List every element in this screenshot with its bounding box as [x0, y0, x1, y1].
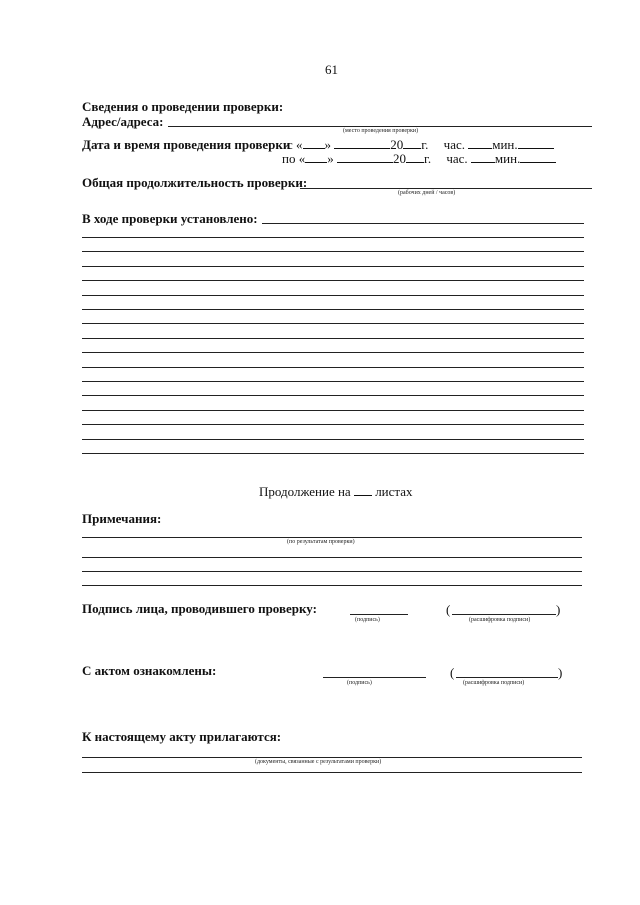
findings-line[interactable] [82, 424, 584, 425]
findings-line[interactable] [82, 410, 584, 411]
to-prefix: по « [282, 151, 306, 166]
acquainted-signature-field[interactable] [323, 677, 426, 678]
attachments-line-2[interactable] [82, 772, 582, 773]
duration-label: Общая продолжительность проверки: [82, 175, 308, 190]
from-hours-label: час. [443, 137, 465, 152]
acquainted-open-paren: ( [450, 665, 455, 680]
findings-line-0[interactable] [262, 223, 584, 224]
findings-line[interactable] [82, 280, 584, 281]
datetime-to-row [282, 151, 556, 167]
from-quote-close: » [324, 137, 332, 152]
notes-caption: (по результатам проверки) [287, 539, 355, 545]
findings-line[interactable] [82, 453, 584, 454]
findings-label: В ходе проверки установлено: [82, 211, 258, 226]
duration-caption: (рабочих дней / часов) [398, 190, 456, 196]
notes-line-4[interactable] [82, 585, 582, 586]
inspector-signature-label: Подпись лица, проводившего проверку: [82, 601, 317, 616]
from-hours-field[interactable] [468, 137, 492, 149]
findings-line[interactable] [82, 237, 584, 238]
acquainted-decoding-field[interactable] [456, 677, 558, 678]
to-hours-field[interactable] [471, 151, 495, 163]
to-hours-label: час. [446, 151, 468, 166]
inspector-decoding-caption: (расшифровка подписи) [469, 617, 531, 623]
continuation-before: Продолжение на [259, 484, 351, 499]
findings-line[interactable] [82, 367, 584, 368]
acquainted-label: С актом ознакомлены: [82, 663, 217, 678]
from-minutes-field[interactable] [518, 137, 554, 149]
findings-line[interactable] [82, 395, 584, 396]
notes-line-2[interactable] [82, 557, 582, 558]
inspector-open-paren: ( [446, 602, 451, 617]
acquainted-signature-caption: (подпись) [347, 680, 372, 686]
to-year-field[interactable] [406, 151, 424, 163]
attachments-label: К настоящему акту прилагаются: [82, 729, 282, 744]
findings-line[interactable] [82, 251, 584, 252]
from-year-field[interactable] [403, 137, 421, 149]
findings-line[interactable] [82, 266, 584, 267]
duration-field-line[interactable] [300, 188, 592, 189]
inspector-signature-field[interactable] [350, 614, 408, 615]
attachments-line-1[interactable] [82, 757, 582, 758]
inspector-close-paren: ) [556, 602, 561, 617]
notes-label: Примечания: [82, 511, 162, 526]
address-field-line[interactable] [168, 126, 592, 127]
from-year-suffix: г. [421, 137, 429, 152]
to-minutes-label: мин. [494, 151, 521, 166]
to-month-field[interactable] [337, 151, 393, 163]
address-caption: (место проведения проверки) [343, 128, 419, 134]
attachments-caption: (документы, связанные с результатами проверки) [255, 759, 382, 765]
to-year-prefix: 20 [392, 151, 406, 166]
findings-line[interactable] [82, 309, 584, 310]
acquainted-decoding-caption: (расшифровка подписи) [463, 680, 525, 686]
from-day-field[interactable] [303, 137, 325, 149]
findings-line[interactable] [82, 323, 584, 324]
continuation-sheets-field[interactable] [354, 484, 372, 496]
inspector-signature-caption: (подпись) [355, 617, 380, 623]
continuation-after: листах [375, 484, 413, 499]
findings-line[interactable] [82, 439, 584, 440]
page-number: 61 [325, 62, 338, 77]
findings-line[interactable] [82, 381, 584, 382]
to-quote-close: » [327, 151, 334, 166]
from-month-field[interactable] [334, 137, 390, 149]
from-minutes-label: мин. [492, 137, 518, 152]
notes-line-3[interactable] [82, 571, 582, 572]
acquainted-close-paren: ) [558, 665, 563, 680]
findings-line[interactable] [82, 352, 584, 353]
datetime-label: Дата и время проведения проверки [82, 137, 291, 152]
to-year-suffix: г. [423, 151, 432, 166]
to-minutes-field[interactable] [520, 151, 556, 163]
findings-line[interactable] [82, 295, 584, 296]
address-label: Адрес/адреса: [82, 114, 164, 129]
notes-line-1[interactable] [82, 537, 582, 538]
from-year-prefix: 20 [390, 137, 404, 152]
from-prefix: с « [287, 137, 303, 152]
to-day-field[interactable] [305, 151, 327, 163]
findings-line[interactable] [82, 338, 584, 339]
inspector-decoding-field[interactable] [452, 614, 556, 615]
section-title: Сведения о проведении проверки: [82, 99, 284, 114]
continuation-row [259, 484, 413, 500]
